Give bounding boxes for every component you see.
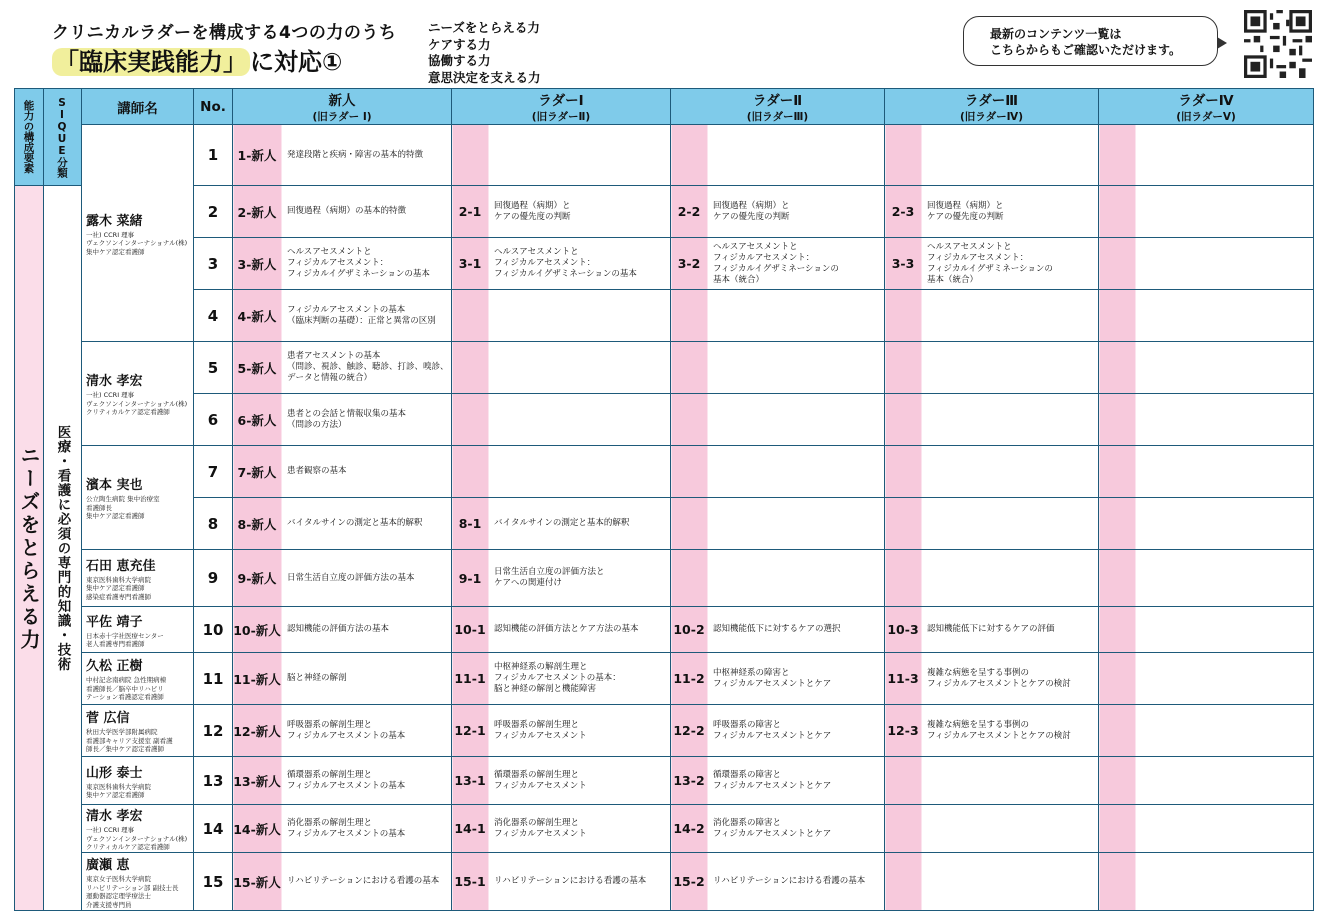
course-cell bbox=[1099, 186, 1314, 238]
course-cell[interactable] bbox=[452, 705, 671, 757]
instructor-name: 平佐 靖子 bbox=[86, 614, 143, 630]
course-cell[interactable] bbox=[233, 853, 452, 911]
row-number: 3 bbox=[194, 238, 233, 290]
course-cell[interactable] bbox=[885, 607, 1099, 653]
row-number: 13 bbox=[194, 757, 233, 805]
course-title: 呼吸器系の解剖生理と フィジカルアセスメントの基本 bbox=[287, 719, 406, 741]
table-row bbox=[15, 607, 1314, 653]
course-code: 15-新人 bbox=[233, 874, 281, 890]
course-cell[interactable] bbox=[885, 653, 1099, 705]
course-cell[interactable] bbox=[233, 186, 452, 238]
course-cell[interactable] bbox=[671, 607, 885, 653]
course-cell[interactable] bbox=[452, 805, 671, 853]
course-title: 発達段階と疾病・障害の基本的特徴 bbox=[287, 149, 424, 160]
course-cell[interactable] bbox=[233, 238, 452, 290]
instructor-name: 石田 恵充佳 bbox=[86, 558, 156, 574]
row-number: 6 bbox=[194, 394, 233, 446]
row-number: 14 bbox=[194, 805, 233, 853]
instructor-cell bbox=[82, 853, 194, 911]
table-row bbox=[15, 853, 1314, 911]
course-title: 消化器系の解剖生理と フィジカルアセスメントの基本 bbox=[287, 817, 406, 839]
course-code: 15-1 bbox=[454, 874, 486, 889]
instructor-affiliation: 公立陶生病院 集中治療室 看護師長 集中ケア認定看護師 bbox=[86, 495, 160, 521]
course-code: 13-新人 bbox=[233, 773, 281, 789]
course-title: 呼吸器系の解剖生理と フィジカルアセスメント bbox=[494, 719, 587, 741]
bubble-line2: こちらからもご確認いただけます。 bbox=[990, 43, 1182, 57]
course-cell bbox=[885, 446, 1099, 498]
instructor-affiliation: 東京女子医科大学病院 リハビリテーション部 副技士長 運動器認定理学療法士 介護支援専門員 bbox=[86, 875, 179, 909]
course-title: 日常生活自立度の評価方法の基本 bbox=[287, 572, 415, 583]
instructor-name: 廣瀬 恵 bbox=[86, 858, 130, 873]
table-row bbox=[15, 342, 1314, 394]
course-title: フィジカルアセスメントの基本 （臨床判断の基礎）：正常と異常の区別 bbox=[287, 304, 436, 326]
course-code: 13-1 bbox=[454, 773, 486, 788]
course-cell[interactable] bbox=[671, 238, 885, 290]
course-code: 12-2 bbox=[673, 723, 705, 738]
course-cell[interactable] bbox=[671, 186, 885, 238]
course-title: ヘルスアセスメントと フィジカルアセスメント： フィジカルイグザミネーションの 基本（統合） bbox=[713, 241, 839, 285]
instructor-cell bbox=[82, 446, 194, 550]
sique-value: 医療・看護に必須の専門的知識・技術 bbox=[54, 424, 71, 672]
course-title: 日常生活自立度の評価方法と ケアへの関連付け bbox=[494, 567, 605, 588]
course-code: 14-2 bbox=[673, 821, 705, 836]
course-title: 中枢神経系の解剖生理と フィジカルアセスメントの基本： 脳と神経の解剖と機能障害 bbox=[494, 662, 621, 694]
course-code: 7-新人 bbox=[237, 464, 277, 480]
row-number: 2 bbox=[194, 186, 233, 238]
table-row bbox=[15, 125, 1314, 186]
course-code: 5-新人 bbox=[237, 360, 277, 376]
level-header-ladder2: ラダーⅡ (旧ラダーⅢ) bbox=[671, 89, 885, 125]
course-cell bbox=[671, 498, 885, 550]
course-title: 消化器系の障害と フィジカルアセスメントとケア bbox=[713, 817, 832, 839]
course-title: 回復過程（病期）と ケアの優先度の判断 bbox=[927, 200, 1004, 222]
instructor-cell bbox=[82, 342, 194, 446]
instructor-cell bbox=[82, 653, 194, 705]
level-header-ladder4: ラダーⅣ (旧ラダーⅤ) bbox=[1099, 89, 1314, 125]
course-code: 15-2 bbox=[673, 874, 705, 889]
course-code: 3-3 bbox=[891, 256, 915, 271]
instructor-affiliation: 日本赤十字社医療センター 老人看護専門看護師 bbox=[86, 631, 164, 648]
table-row bbox=[15, 186, 1314, 238]
course-code: 14-新人 bbox=[233, 821, 281, 837]
course-code: 11-2 bbox=[673, 671, 705, 686]
table-row bbox=[15, 446, 1314, 498]
table-row bbox=[15, 805, 1314, 853]
course-cell bbox=[885, 498, 1099, 550]
course-code: 11-1 bbox=[454, 671, 486, 686]
course-title: 認知機能低下に対するケアの評価 bbox=[927, 624, 1055, 634]
course-cell bbox=[452, 290, 671, 342]
title-line1: クリニカルラダーを構成する4つの力のうち bbox=[52, 23, 397, 43]
course-code: 12-1 bbox=[454, 723, 486, 738]
title-highlight: 「臨床実践能力」 bbox=[52, 48, 250, 76]
course-cell[interactable] bbox=[233, 394, 452, 446]
course-cell[interactable] bbox=[671, 805, 885, 853]
bubble-line1: 最新のコンテンツ一覧は bbox=[990, 27, 1122, 41]
course-cell[interactable] bbox=[671, 653, 885, 705]
course-title: ヘルスアセスメントと フィジカルアセスメント： フィジカルイグザミネーションの 基本（統合） bbox=[927, 241, 1053, 285]
course-cell bbox=[1099, 653, 1314, 705]
level-header-ladder1: ラダーⅠ (旧ラダーⅡ) bbox=[452, 89, 671, 125]
row-number: 8 bbox=[194, 498, 233, 550]
powers-list bbox=[428, 20, 541, 86]
course-cell bbox=[671, 125, 885, 186]
table-row bbox=[15, 705, 1314, 757]
course-code: 2-1 bbox=[458, 204, 482, 219]
course-cell bbox=[1099, 757, 1314, 805]
course-cell bbox=[1099, 607, 1314, 653]
ability-header: 能力の構成要素 bbox=[15, 89, 44, 186]
instructor-cell bbox=[82, 705, 194, 757]
course-cell bbox=[885, 805, 1099, 853]
course-cell[interactable] bbox=[233, 757, 452, 805]
course-cell[interactable] bbox=[233, 607, 452, 653]
course-title: 患者アセスメントの基本 （問診、視診、触診、聴診、打診、嗅診、 データと情報の統合） bbox=[287, 351, 449, 383]
instructor-name: 菅 広信 bbox=[86, 711, 130, 727]
course-title: リハビリテーションにおける看護の基本 bbox=[494, 876, 647, 886]
course-cell bbox=[885, 290, 1099, 342]
no-header: No. bbox=[194, 89, 233, 125]
course-title: リハビリテーションにおける看護の基本 bbox=[713, 876, 866, 886]
course-cell[interactable] bbox=[452, 238, 671, 290]
ability-cell bbox=[15, 186, 44, 911]
course-code: 13-2 bbox=[673, 773, 705, 788]
course-cell bbox=[452, 446, 671, 498]
course-cell[interactable] bbox=[233, 125, 452, 186]
instructor-affiliation: 一社) CCRI 理事 ヴェクソンインターナショナル(株) クリティカルケア認定看護師 bbox=[86, 391, 188, 417]
course-code: 2-3 bbox=[891, 204, 915, 219]
level-header-ladder3: ラダーⅢ (旧ラダーⅣ) bbox=[885, 89, 1099, 125]
course-code: 12-新人 bbox=[233, 723, 281, 739]
info-bubble bbox=[963, 16, 1218, 66]
instructor-name: 濱本 実也 bbox=[86, 478, 143, 494]
title-rest: に対応① bbox=[250, 48, 343, 76]
row-number: 11 bbox=[194, 653, 233, 705]
instructor-name: 露木 菜緒 bbox=[86, 213, 143, 229]
course-code: 2-2 bbox=[677, 204, 701, 219]
course-cell bbox=[885, 853, 1099, 911]
row-number: 4 bbox=[194, 290, 233, 342]
course-code: 10-1 bbox=[454, 622, 486, 637]
instructor-affiliation: 一社) CCRI 理事 ヴェクソンインターナショナル(株) 集中ケア認定看護師 bbox=[86, 230, 188, 256]
course-title: 中枢神経系の障害と フィジカルアセスメントとケア bbox=[713, 667, 832, 689]
power-item: 意思決定を支える力 bbox=[428, 69, 541, 85]
course-cell bbox=[671, 446, 885, 498]
course-cell[interactable] bbox=[452, 550, 671, 607]
course-cell bbox=[452, 342, 671, 394]
row-number: 7 bbox=[194, 446, 233, 498]
course-cell bbox=[671, 290, 885, 342]
course-cell bbox=[671, 550, 885, 607]
course-title: ヘルスアセスメントと フィジカルアセスメント： フィジカルイグザミネーションの基本 bbox=[287, 247, 430, 279]
page-header bbox=[0, 0, 1327, 88]
course-cell bbox=[885, 125, 1099, 186]
course-cell[interactable] bbox=[885, 186, 1099, 238]
row-number: 10 bbox=[194, 607, 233, 653]
course-title: リハビリテーションにおける看護の基本 bbox=[287, 876, 440, 886]
table-row bbox=[15, 757, 1314, 805]
power-item: ケアする力 bbox=[428, 36, 491, 52]
course-cell[interactable] bbox=[233, 705, 452, 757]
course-title: バイタルサインの測定と基本的解釈 bbox=[494, 518, 630, 528]
course-title: 複雑な病態を呈する事例の フィジカルアセスメントとケアの検討 bbox=[927, 719, 1071, 741]
course-cell[interactable] bbox=[671, 853, 885, 911]
course-title: 回復過程（病期）の基本的特徴 bbox=[287, 206, 407, 216]
course-code: 10-新人 bbox=[233, 622, 281, 638]
course-title: 消化器系の解剖生理と フィジカルアセスメント bbox=[494, 817, 587, 839]
instructor-cell bbox=[82, 607, 194, 653]
course-title: 循環器系の解剖生理と フィジカルアセスメントの基本 bbox=[287, 769, 406, 791]
sique-cell bbox=[44, 186, 82, 911]
table-header-row bbox=[15, 89, 1314, 125]
course-cell[interactable] bbox=[452, 853, 671, 911]
course-code: 8-新人 bbox=[237, 516, 277, 532]
course-cell[interactable] bbox=[452, 607, 671, 653]
ability-value: ニーズをとらえる力 bbox=[17, 444, 41, 652]
course-cell bbox=[885, 342, 1099, 394]
page-title bbox=[52, 42, 342, 77]
instructor-affiliation: 中村記念南病院 急性期病棟 看護師長／脳卒中リハビリ テーション看護認定看護師 bbox=[86, 676, 167, 702]
course-cell[interactable] bbox=[233, 342, 452, 394]
table-row bbox=[15, 290, 1314, 342]
course-code: 3-新人 bbox=[237, 256, 277, 272]
row-number: 5 bbox=[194, 342, 233, 394]
course-cell bbox=[1099, 805, 1314, 853]
course-cell bbox=[1099, 446, 1314, 498]
course-cell[interactable] bbox=[233, 653, 452, 705]
course-cell[interactable] bbox=[452, 653, 671, 705]
course-cell[interactable] bbox=[452, 186, 671, 238]
course-cell[interactable] bbox=[233, 550, 452, 607]
course-title: 認知機能低下に対するケアの選択 bbox=[713, 624, 841, 634]
course-cell bbox=[1099, 705, 1314, 757]
instructor-name: 清水 孝宏 bbox=[86, 374, 143, 390]
course-cell bbox=[671, 394, 885, 446]
course-cell bbox=[1099, 342, 1314, 394]
course-cell[interactable] bbox=[452, 498, 671, 550]
course-title: 患者との会話と情報収集の基本 （問診の方法） bbox=[287, 408, 407, 430]
power-item: 協働する力 bbox=[428, 53, 491, 68]
course-code: 1-新人 bbox=[237, 148, 277, 163]
course-cell[interactable] bbox=[885, 238, 1099, 290]
row-number: 1 bbox=[194, 125, 233, 186]
table-row bbox=[15, 238, 1314, 290]
course-cell bbox=[1099, 853, 1314, 911]
course-cell bbox=[885, 394, 1099, 446]
course-code: 6-新人 bbox=[237, 412, 277, 428]
course-cell bbox=[1099, 498, 1314, 550]
table-row bbox=[15, 550, 1314, 607]
instructor-header: 講師名 bbox=[82, 89, 194, 125]
course-code: 11-3 bbox=[887, 671, 919, 686]
table-row bbox=[15, 498, 1314, 550]
sique-header: SIQUE分類 bbox=[44, 89, 82, 186]
course-cell bbox=[452, 394, 671, 446]
level-header-shinjin: 新人 (旧ラダー Ⅰ) bbox=[233, 89, 452, 125]
instructor-cell bbox=[82, 805, 194, 853]
course-title: 複雑な病態を呈する事例の フィジカルアセスメントとケアの検討 bbox=[927, 667, 1071, 689]
instructor-cell bbox=[82, 125, 194, 342]
course-code: 9-新人 bbox=[237, 571, 277, 586]
course-cell[interactable] bbox=[885, 705, 1099, 757]
course-cell bbox=[1099, 290, 1314, 342]
course-title: バイタルサインの測定と基本的解釈 bbox=[287, 518, 423, 528]
course-title: 呼吸器系の障害と フィジカルアセスメントとケア bbox=[713, 719, 832, 741]
instructor-name: 山形 泰士 bbox=[86, 765, 143, 781]
table-row bbox=[15, 394, 1314, 446]
curriculum-table bbox=[14, 88, 1314, 911]
row-number: 9 bbox=[194, 550, 233, 607]
course-code: 10-3 bbox=[887, 622, 919, 637]
course-code: 2-新人 bbox=[237, 204, 277, 220]
course-code: 3-2 bbox=[677, 256, 701, 271]
course-code: 4-新人 bbox=[237, 308, 277, 324]
course-cell bbox=[671, 342, 885, 394]
course-cell[interactable] bbox=[233, 446, 452, 498]
course-cell bbox=[1099, 238, 1314, 290]
course-code: 9-1 bbox=[458, 570, 482, 586]
course-cell[interactable] bbox=[233, 805, 452, 853]
course-cell[interactable] bbox=[233, 498, 452, 550]
course-code: 11-新人 bbox=[233, 671, 281, 687]
course-title: 患者観察の基本 bbox=[287, 466, 347, 476]
power-item: ニーズをとらえる力 bbox=[428, 20, 540, 35]
course-code: 12-3 bbox=[887, 723, 919, 738]
qr-code-icon[interactable] bbox=[1244, 10, 1312, 78]
course-title: ヘルスアセスメントと フィジカルアセスメント： フィジカルイグザミネーションの基本 bbox=[494, 247, 637, 279]
instructor-name: 清水 孝宏 bbox=[86, 809, 143, 825]
course-cell[interactable] bbox=[452, 757, 671, 805]
course-cell bbox=[885, 550, 1099, 607]
instructor-cell bbox=[82, 550, 194, 607]
course-cell[interactable] bbox=[671, 757, 885, 805]
instructor-affiliation: 一社) CCRI 理事 ヴェクソンインターナショナル(株) クリティカルケア認定看護師 bbox=[86, 826, 188, 852]
course-title: 回復過程（病期）と ケアの優先度の判断 bbox=[494, 200, 571, 222]
course-code: 3-1 bbox=[458, 256, 482, 271]
course-cell[interactable] bbox=[233, 290, 452, 342]
row-number: 12 bbox=[194, 705, 233, 757]
course-cell bbox=[452, 125, 671, 186]
instructor-cell bbox=[82, 757, 194, 805]
course-title: 脳と神経の解剖 bbox=[287, 673, 347, 683]
course-cell bbox=[885, 757, 1099, 805]
course-title: 循環器系の障害と フィジカルアセスメントとケア bbox=[713, 769, 832, 791]
table-row bbox=[15, 653, 1314, 705]
course-cell bbox=[1099, 550, 1314, 607]
course-cell bbox=[1099, 125, 1314, 186]
course-cell bbox=[1099, 394, 1314, 446]
course-code: 8-1 bbox=[458, 516, 482, 531]
instructor-affiliation: 秋田大学医学部附属病院 看護部キャリア支援室 副看護 師長／集中ケア認定看護師 bbox=[86, 728, 173, 754]
instructor-affiliation: 東京医科歯科大学病院 集中ケア認定看護師 感染症看護専門看護師 bbox=[86, 575, 151, 601]
course-title: 認知機能の評価方法とケア方法の基本 bbox=[494, 624, 639, 634]
course-title: 循環器系の解剖生理と フィジカルアセスメント bbox=[494, 769, 587, 791]
course-title: 認知機能の評価方法の基本 bbox=[287, 624, 390, 634]
row-number: 15 bbox=[194, 853, 233, 911]
instructor-name: 久松 正樹 bbox=[86, 659, 143, 675]
course-cell[interactable] bbox=[671, 705, 885, 757]
instructor-affiliation: 東京医科歯科大学病院 集中ケア認定看護師 bbox=[86, 782, 151, 799]
course-title: 回復過程（病期）と ケアの優先度の判断 bbox=[713, 200, 790, 222]
course-code: 14-1 bbox=[454, 821, 486, 836]
course-code: 10-2 bbox=[673, 622, 705, 637]
